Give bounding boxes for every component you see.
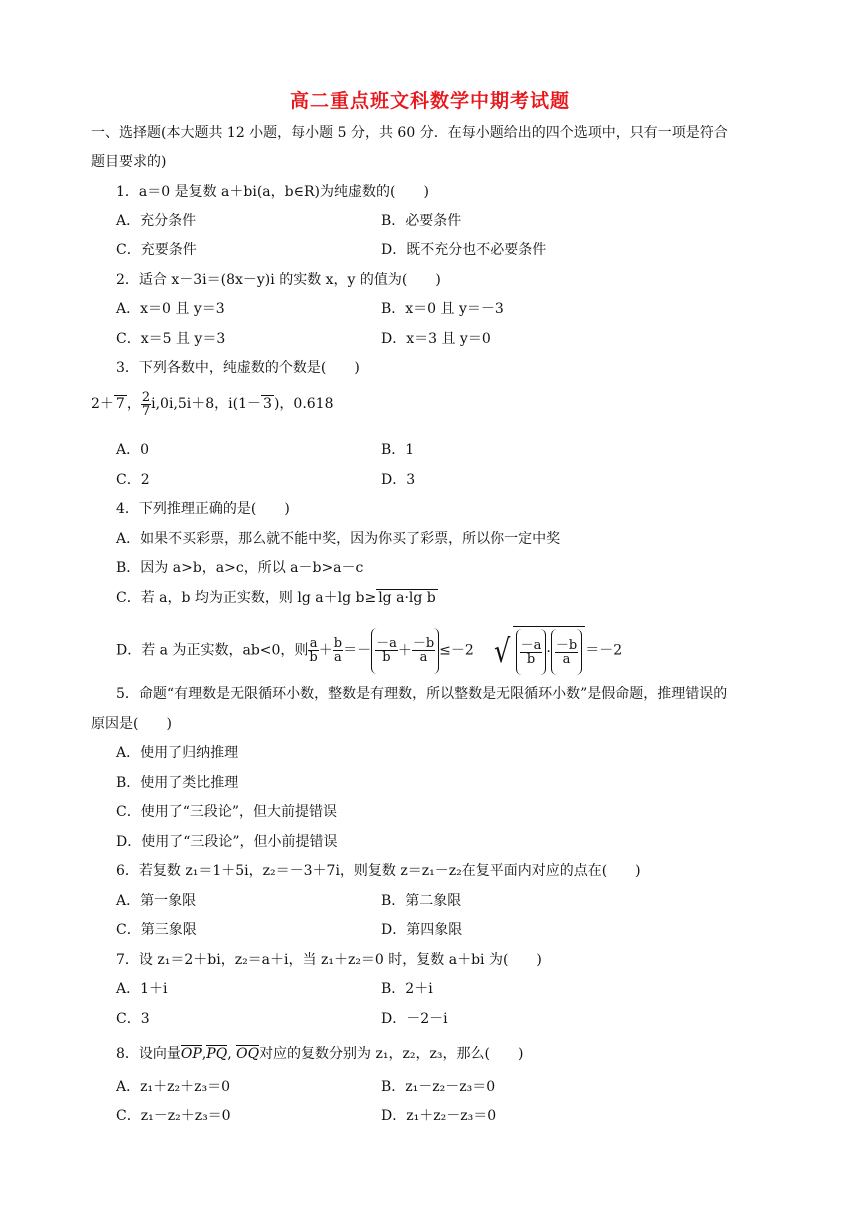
question-8-option-a: A．z₁＋z₂＋z₃＝0	[116, 1079, 230, 1095]
question-1-option-c: C．充要条件	[116, 242, 197, 258]
q4-d-sqrt-paren-2	[551, 629, 582, 675]
q4-d-frac-1	[308, 637, 318, 664]
question-2-option-b: B．x＝0 且 y＝－3	[381, 301, 504, 317]
q4-d-g1-den: b	[382, 650, 391, 665]
q4-d-le: ≤－2	[439, 642, 474, 659]
q8-vector-oq: OQ	[236, 1046, 260, 1062]
question-7-option-d: D．－2－i	[381, 1011, 448, 1027]
q4-d-eq: ＝－	[343, 642, 372, 659]
q4-c-sqrt: lg a·lg b	[378, 590, 436, 606]
q4-d-s1-den: b	[526, 651, 536, 667]
q3-sqrt7: 7	[115, 396, 125, 412]
q3-num-c: )，0.618	[273, 396, 334, 412]
q4-d-frac-2	[333, 637, 343, 664]
q3-sqrt3: 3	[263, 396, 272, 412]
question-5-option-b: B．使用了类比推理	[116, 775, 239, 791]
q4-d-paren-group: $\frac{-a}{b}$ ＋ $\frac{-b}{a}$	[371, 628, 439, 674]
q3-frac-num: 2	[141, 389, 151, 405]
q4-d-frac-4	[412, 637, 435, 664]
q4-d-s2-den: a	[562, 651, 571, 667]
q4-d-frac-6	[555, 639, 578, 666]
question-8-option-b: B．z₁－z₂－z₃＝0	[381, 1079, 496, 1095]
q4-d-frac-3	[375, 637, 398, 664]
question-6-stem: 6．若复数 z₁＝1＋5i，z₂＝－3＋7i，则复数 z＝z₁－z₂在复平面内对应的点在( )	[116, 863, 641, 879]
q4-d-s2-num: －b	[555, 637, 578, 653]
q4-d-s1-num: －a	[520, 637, 542, 653]
q4-d-sqrt-paren-1	[516, 629, 547, 675]
q4-d-end: ＝－2	[585, 642, 623, 659]
q3-fraction	[141, 391, 151, 418]
question-2-option-c: C．x＝5 且 y＝3	[116, 331, 226, 347]
page-title: 高二重点班文科数学中期考试题	[289, 90, 570, 112]
q8-vector-pq: PQ	[206, 1046, 228, 1062]
question-2-option-a: A．x＝0 且 y＝3	[116, 301, 225, 317]
q4-d-f1-den: b	[309, 650, 318, 665]
question-4-option-d	[116, 626, 622, 675]
question-2-option-d: D．x＝3 且 y＝0	[381, 331, 491, 347]
q4-d-big-sqrt	[513, 626, 586, 675]
question-6-option-a: A．第一象限	[116, 893, 197, 909]
question-3-option-a: A．0	[116, 442, 150, 458]
section-intro-line-1: 一、选择题(本大题共 12 小题，每小题 5 分，共 60 分．在每小题给出的四个选项中，只有一项是符合	[91, 125, 728, 141]
question-3-stem: 3．下列各数中，纯虚数的个数是( )	[116, 360, 360, 376]
question-8-stem: 8．设向量OP,PQ, OQ对应的复数分别为 z₁，z₂，z₃，那么( )	[116, 1046, 524, 1062]
q4-d-frac-5	[520, 639, 543, 666]
question-5-stem-line-1: 5．命题“有理数是无限循环小数，整数是有理数，所以整数是无限循环小数”是假命题，推理错误的	[116, 686, 728, 702]
q3-frac-den: 7	[141, 403, 151, 419]
question-4-option-c	[116, 589, 438, 607]
question-7-stem: 7．设 z₁＝2＋bi，z₂＝a＋i，当 z₁＋z₂＝0 时，复数 a＋bi 为( )	[116, 952, 542, 968]
question-7-option-b: B．2＋i	[381, 981, 433, 997]
question-6-option-c: C．第三象限	[116, 922, 197, 938]
question-8-option-d: D．z₁＋z₂－z₃＝0	[381, 1108, 497, 1124]
q4-d-f1-num: a	[309, 636, 318, 651]
question-3-option-b: B．1	[381, 442, 415, 458]
question-1-stem: 1．a＝0 是复数 a＋bi(a，b∈R)为纯虚数的( )	[116, 184, 429, 200]
q4-d-f2-den: a	[334, 650, 342, 665]
question-1-option-b: B．必要条件	[381, 213, 462, 229]
question-7-option-a: A．1＋i	[116, 981, 168, 997]
q4-d-plus: ＋	[318, 642, 333, 659]
q4-c-prefix: C．若 a，b 均为正实数，则 lg a＋lg b≥	[116, 590, 377, 606]
q4-d-prefix: D．若 a 为正实数，ab<0，则	[116, 642, 309, 659]
q4-d-g2-den: a	[419, 650, 428, 665]
question-3-option-d: D．3	[381, 472, 416, 488]
question-5-stem-line-2: 原因是( )	[91, 716, 172, 732]
q4-d-g1-num: －a	[376, 636, 397, 651]
question-8-option-c: C．z₁－z₂＋z₃＝0	[116, 1108, 231, 1124]
question-5-option-d: D．使用了“三段论”，但小前提错误	[116, 834, 338, 850]
q8-stem-prefix: 8．设向量	[116, 1046, 181, 1062]
question-6-option-d: D．第四象限	[381, 922, 463, 938]
question-3-number-list: 2＋ 7 ， $\frac{2}{7}$ i,0i,5i＋8，i(1－ 3 )，0.618	[91, 389, 334, 419]
q4-d-f2-num: b	[333, 636, 343, 651]
question-3-option-c: C．2	[116, 472, 150, 488]
question-4-option-a: A．如果不买彩票，那么就不能中奖，因为你买了彩票，所以你一定中奖	[116, 531, 561, 547]
q8-vector-op: OP	[180, 1046, 202, 1062]
question-2-stem: 2．适合 x－3i＝(8x－y)i 的实数 x，y 的值为( )	[116, 272, 441, 288]
question-4-stem: 4．下列推理正确的是( )	[116, 501, 290, 517]
question-5-option-a: A．使用了归纳推理	[116, 745, 239, 761]
section-intro-line-2: 题目要求的)	[91, 154, 167, 170]
question-6-option-b: B．第二象限	[381, 893, 462, 909]
question-1-option-a: A．充分条件	[116, 213, 197, 229]
q4-d-dot: ·	[546, 644, 551, 660]
question-7-option-c: C．3	[116, 1011, 150, 1027]
question-5-option-c: C．使用了“三段论”，但大前提错误	[116, 804, 338, 820]
q3-num-a: 2＋	[91, 396, 114, 412]
q8-stem-suffix: 对应的复数分别为 z₁，z₂，z₃，那么( )	[259, 1046, 524, 1062]
question-1-option-d: D．既不充分也不必要条件	[381, 242, 547, 258]
q4-d-g2-num: －b	[412, 636, 435, 651]
q4-d-radical-sign: √	[494, 631, 511, 670]
q3-num-b: i,0i,5i＋8，i(1－	[151, 396, 262, 412]
question-4-option-b: B．因为 a>b，a>c，所以 a－b>a－c	[116, 560, 364, 576]
